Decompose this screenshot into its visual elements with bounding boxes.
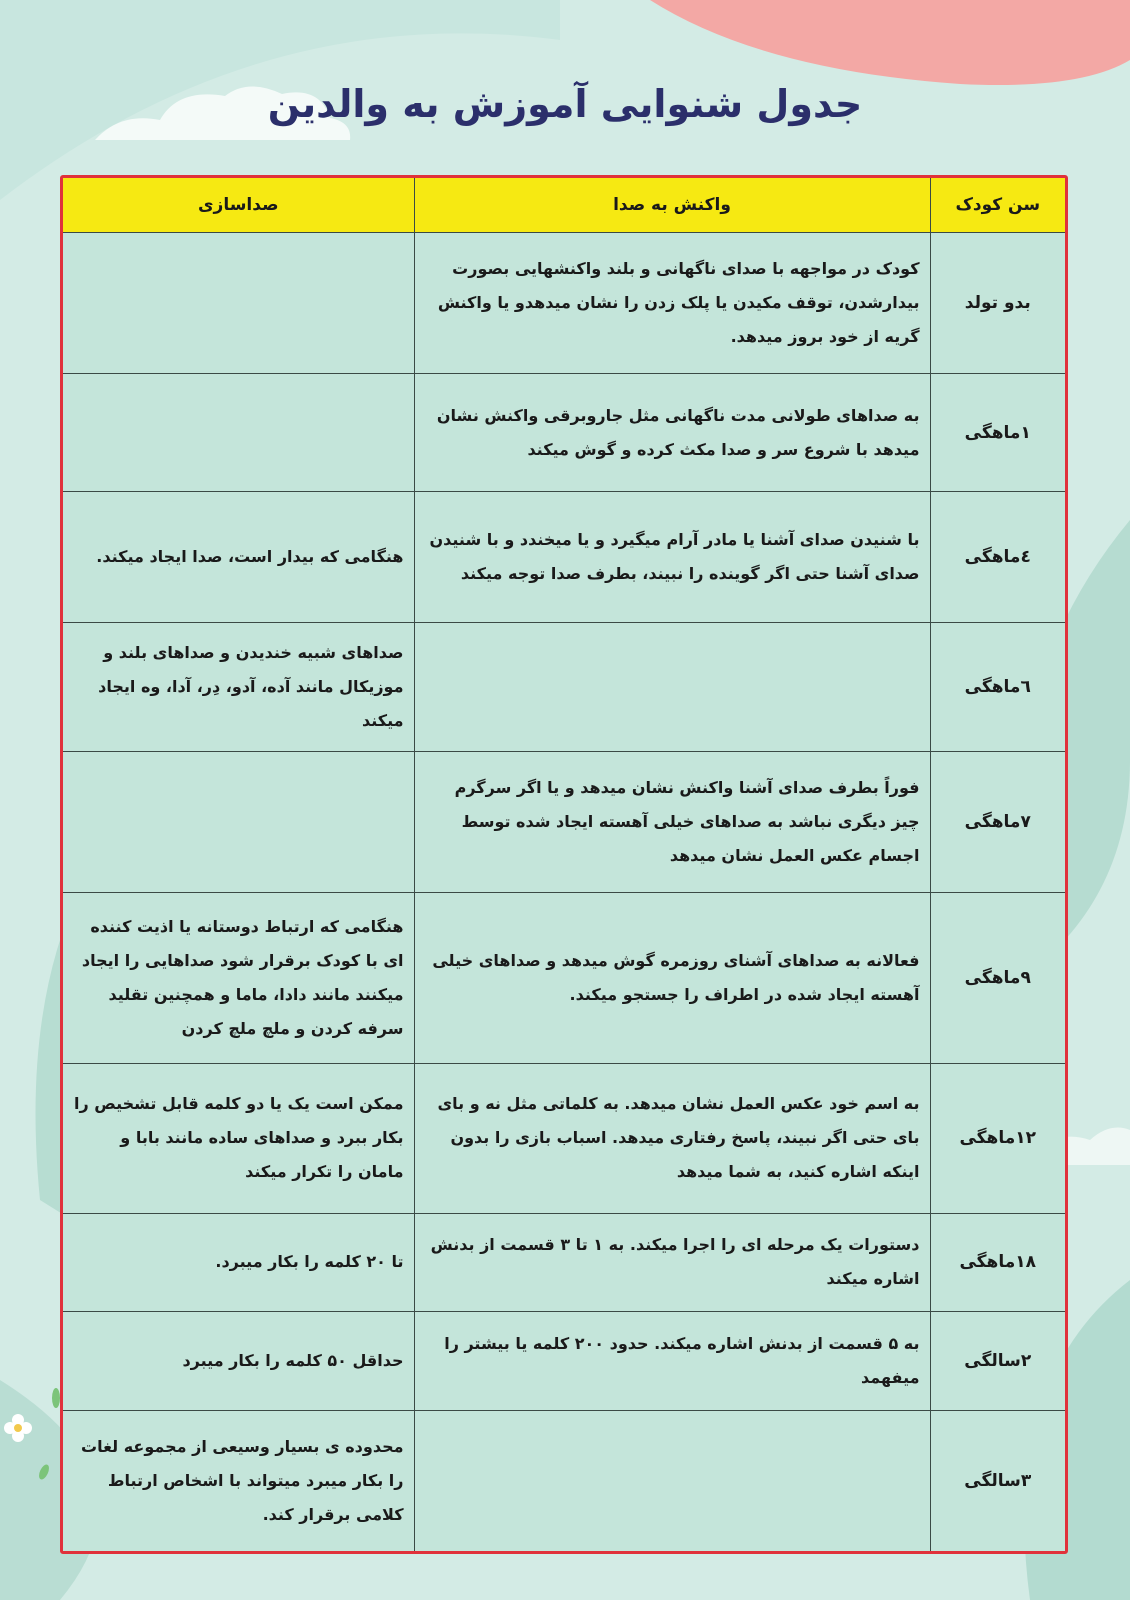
table-row (63, 1064, 1065, 1213)
reaction-cell (414, 1411, 930, 1551)
page-title: جدول شنوایی آموزش به والدین (267, 82, 863, 126)
age-cell: ٦ماهگی (930, 623, 1065, 752)
reaction-cell: به صداهای طولانی مدت ناگهانی مثل جاروبرقی واکنش نشان میدهد با شروع سر و صدا مکث کرده و گوش میکند (414, 374, 930, 491)
vocalization-cell: صداهای شبیه خندیدن و صداهای بلند و موزیکال مانند آده، آدو، دِر، آدا، وه ایجاد میکند (63, 623, 414, 752)
reaction-cell: با شنیدن صدای آشنا یا مادر آرام میگیرد و یا میخندد و با شنیدن صدای آشنا حتی اگر گوینده را نبیند، بطرف صدا توجه میکند (414, 491, 930, 622)
header-age: سن کودک (930, 178, 1065, 233)
reaction-cell: فوراً بطرف صدای آشنا واکنش نشان میدهد و یا اگر سرگرم چیز دیگری نباشد به صداهای خیلی آهسته ایجاد شده توسط اجسام عکس العمل نشان میدهد (414, 752, 930, 892)
table-header-row (63, 178, 1065, 233)
table-row (63, 233, 1065, 374)
age-cell: ۳سالگی (930, 1411, 1065, 1551)
age-cell: ۹ماهگی (930, 892, 1065, 1063)
vocalization-cell: هنگامی که بیدار است، صدا ایجاد میکند. (63, 491, 414, 622)
vocalization-cell: ممکن است یک یا دو کلمه قابل تشخیص را بکار ببرد و صداهای ساده مانند بابا و مامان را تکرار میکند (63, 1064, 414, 1213)
vocalization-cell: حداقل ۵۰ کلمه را بکار میبرد (63, 1311, 414, 1410)
table-row (63, 752, 1065, 892)
table-row (63, 892, 1065, 1063)
header-vocalization: صداسازی (63, 178, 414, 233)
vocalization-cell (63, 233, 414, 374)
age-cell: ۲سالگی (930, 1311, 1065, 1410)
hearing-table (60, 175, 1068, 1554)
vocalization-cell: محدوده ی بسیار وسیعی از مجموعه لغات را بکار میبرد میتواند با اشخاص ارتباط کلامی برقرار کند. (63, 1411, 414, 1551)
reaction-cell: به اسم خود عکس العمل نشان میدهد. به کلماتی مثل نه و بای بای حتی اگر نبیند، پاسخ رفتاری میدهد. اسباب بازی را بدون اینکه اشاره کنید، به شما میدهد (414, 1064, 930, 1213)
age-cell: بدو تولد (930, 233, 1065, 374)
vocalization-cell (63, 374, 414, 491)
age-cell: ٤ماهگی (930, 491, 1065, 622)
vocalization-cell: هنگامی که ارتباط دوستانه یا اذیت کننده ای با کودک برقرار شود صداهایی را ایجاد میکنند مانند دادا، ماما و همچنین تقلید سرفه کردن و ملچ ملچ کردن (63, 892, 414, 1063)
table-row (63, 1411, 1065, 1551)
vocalization-cell (63, 752, 414, 892)
header-reaction: واکنش به صدا (414, 178, 930, 233)
age-cell: ۱۲ماهگی (930, 1064, 1065, 1213)
table-row (63, 1213, 1065, 1311)
age-cell: ۱۸ماهگی (930, 1213, 1065, 1311)
table-row (63, 623, 1065, 752)
reaction-cell (414, 623, 930, 752)
age-cell: ۱ماهگی (930, 374, 1065, 491)
reaction-cell: کودک در مواجهه با صدای ناگهانی و بلند واکنشهایی بصورت بیدارشدن، توقف مکیدن یا پلک زدن را نشان میدهدو یا واکنش گریه از خود بروز میدهد. (414, 233, 930, 374)
reaction-cell: دستورات یک مرحله ای را اجرا میکند. به ۱ تا ۳ قسمت از بدنش اشاره میکند (414, 1213, 930, 1311)
reaction-cell: فعالانه به صداهای آشنای روزمره گوش میدهد و صداهای خیلی آهسته ایجاد شده در اطراف را جستجو میکند. (414, 892, 930, 1063)
vocalization-cell: تا ۲۰ کلمه را بکار میبرد. (63, 1213, 414, 1311)
age-cell: ۷ماهگی (930, 752, 1065, 892)
table-row (63, 1311, 1065, 1410)
table-row (63, 374, 1065, 491)
reaction-cell: به ۵ قسمت از بدنش اشاره میکند. حدود ۲۰۰ کلمه یا بیشتر را میفهمد (414, 1311, 930, 1410)
table-row (63, 491, 1065, 622)
